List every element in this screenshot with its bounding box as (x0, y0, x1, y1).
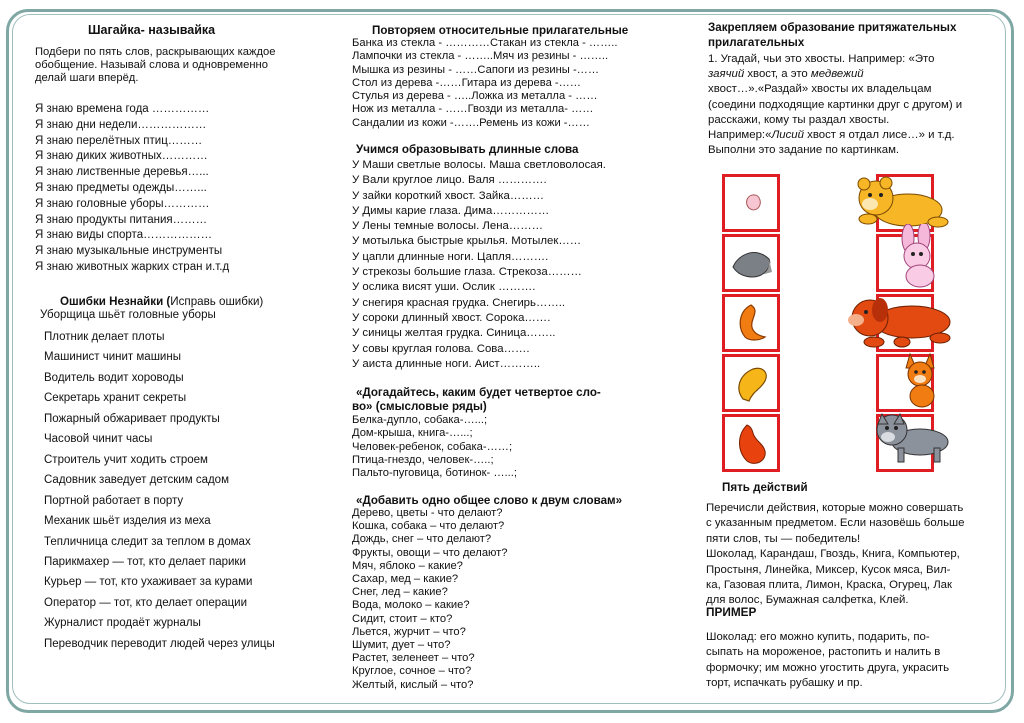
list-item: Водитель водит хороводы (44, 371, 184, 384)
list-item: Нож из металла - ……Гвозди из металла- …… (352, 103, 594, 116)
list-item: Мяч, яблоко – какие? (352, 559, 463, 572)
fourth-list (352, 414, 517, 480)
tail-box-wolf (722, 234, 780, 292)
list-item: Я знаю продукты питания……… (35, 213, 208, 226)
list-item: Курьер — тот, кто ухаживает за курами (44, 576, 253, 589)
wolf-tail-icon (725, 237, 777, 289)
list-item: Я знаю времена года …………… (35, 103, 210, 115)
list-item: Я знаю головные уборы………… (35, 197, 210, 210)
bear-tail-icon (725, 177, 777, 229)
list-item: Сидит, стоит – кто? (352, 612, 453, 625)
text-line: сыпать на мороженое, растопить и налить в (706, 646, 941, 659)
list-item: Белка-дупло, собака-…...; (352, 414, 488, 426)
list-item: Часовой чинит часы (44, 433, 153, 446)
list-item: Кошка, собака – что делают? (352, 520, 505, 533)
possessive-paragraph (708, 52, 962, 158)
list-item: Строитель учит ходить строем (44, 453, 208, 466)
para-italic: Лисий (771, 129, 804, 142)
list-item: Круглое, сочное – что? (352, 665, 472, 678)
list-item: Пожарный обжаривает продукты (44, 412, 220, 425)
five-actions-title: Пять действий (722, 481, 808, 494)
list-item: У ослика висят уши. Ослик ………. (352, 281, 536, 294)
tail-box-bear (722, 174, 780, 232)
list-item: Машинист чинит машины (44, 351, 181, 364)
intro-line: Подбери по пять слов, раскрывающих каждое (35, 46, 276, 58)
list-item: У зайки короткий хвост. Зайка……… (352, 189, 545, 202)
list-item: Журналист продаёт журналы (44, 617, 201, 630)
errors-first: Уборщица шьёт головные уборы (40, 309, 216, 321)
para-line (708, 98, 962, 113)
possessive-title-2: прилагательных (708, 36, 805, 49)
list-item: Секретарь хранит секреты (44, 392, 187, 405)
list-item: У Димы карие глаза. Дима…………… (352, 204, 550, 217)
list-item: У Вали круглое лицо. Валя …………. (352, 174, 547, 187)
para-line (708, 67, 962, 82)
errors-list (44, 327, 275, 654)
shagaika-intro (35, 46, 275, 86)
list-item: Льется, журчит – что? (352, 625, 466, 638)
list-item: Фрукты, овощи – что делают? (352, 546, 508, 559)
tail-box-fox (722, 294, 780, 352)
list-item: Я знаю перелётных птиц……… (35, 134, 203, 147)
list-item: Садовник заведует детским садом (44, 474, 229, 487)
list-item: Я знаю лиственные деревья…... (35, 166, 209, 179)
list-item: Человек-ребенок, собака-……; (352, 440, 513, 453)
para-line (708, 143, 962, 158)
list-item: Птица-гнездо, человек-…..; (352, 453, 494, 466)
common-word-list (352, 507, 508, 692)
para-line (708, 82, 962, 97)
list-item: У стрекозы большие глаза. Стрекоза……… (352, 266, 582, 279)
shagaika-list (35, 102, 229, 276)
text-line: Шоколад, Карандаш, Гвоздь, Книга, Компьютер, (706, 548, 960, 561)
long-words-title: Учимся образовывать длинные слова (356, 143, 579, 156)
common-word-title: «Добавить одно общее слово к двум словам» (356, 494, 623, 507)
list-item: У сороки длинный хвост. Сорока……. (352, 311, 551, 324)
list-item: Банка из стекла - …………Стакан из стекла - …….. (352, 37, 618, 49)
list-item: Оператор — тот, кто делает операции (44, 596, 248, 609)
possessive-title-1: Закрепляем образование притяжательных (708, 21, 957, 34)
errors-title (60, 295, 263, 308)
list-item: Я знаю диких животных………… (35, 150, 208, 163)
list-item: Шумит, дует – что? (352, 639, 451, 652)
list-item: Сандалии из кожи -…….Ремень из кожи -…… (352, 116, 590, 129)
para-text: хвост, а это (744, 68, 811, 81)
list-item: Дом-крыша, книга-…...; (352, 427, 473, 440)
list-item: Портной работает в порту (44, 494, 184, 507)
para-line (708, 113, 962, 128)
para-line (708, 52, 962, 67)
text-line: формочку; им можно угостить друга, украсить (706, 661, 950, 674)
list-item: У цапли длинные ноги. Цапля………. (352, 250, 549, 263)
intro-line: делай шаги вперёд. (35, 72, 139, 85)
adj-title: Повторяем относительные прилагательные (372, 24, 629, 37)
list-item: У синицы желтая грудка. Синица…….. (352, 327, 556, 340)
dog-tail-icon (725, 417, 777, 469)
text-line: Перечисли действия, которые можно совершать (706, 502, 964, 514)
list-item: Растет, зеленеет – что? (352, 652, 475, 665)
list-item: Я знаю животных жарких стран и.т.д (35, 260, 230, 273)
example-text (706, 630, 949, 692)
shagaika-title: Шагайка- называйка (88, 23, 216, 37)
list-item: Стол из дерева -……Гитара из дерева -…… (352, 76, 581, 89)
list-item: Я знаю предметы одежды……... (35, 181, 207, 194)
errors-title-suffix: Исправь ошибки) (170, 295, 264, 308)
para-text: (соедини подходящие картинки друг с другом) и (708, 98, 963, 111)
fourth-title-1: «Догадайтесь, каким будет четвертое сло- (356, 386, 601, 399)
list-item: У Маши светлые волосы. Маша светловолосая. (352, 159, 606, 171)
list-item: Тепличница следит за теплом в домах (44, 535, 251, 548)
list-item: Механик шьёт изделия из меха (44, 515, 211, 528)
para-text: Например:« (708, 129, 772, 142)
list-item: Сахар, мед – какие? (352, 573, 459, 586)
list-item: У снегиря красная грудка. Снегирь…….. (352, 296, 566, 309)
text-line: с указанным предметом. Если назовёшь больше (706, 517, 965, 530)
list-item: Плотник делает плоты (44, 331, 165, 343)
para-text: 1. Угадай, чьи это хвосты. Например: «Это (708, 53, 935, 65)
text-line: торт, испачкать рубашку и пр. (706, 677, 863, 690)
text-line: Простыня, Линейка, Миксер, Кусок мяса, Вил- (706, 563, 951, 576)
wolf-cub-icon (862, 404, 962, 468)
para-italic: медвежий (810, 68, 864, 81)
fox-cub-icon (898, 348, 948, 410)
list-item: У мотылька быстрые крылья. Мотылек…… (352, 235, 582, 248)
adj-list (352, 37, 618, 130)
list-item: Вода, молоко – какие? (352, 599, 470, 612)
list-item: У аиста длинные ноги. Аист……….. (352, 357, 541, 370)
bunny-icon (890, 224, 950, 290)
para-italic: заячий (708, 68, 745, 81)
para-text: Выполни это задание по картинкам. (708, 144, 900, 157)
squirrel-tail-icon (725, 357, 777, 409)
list-item: Стулья из дерева - …..Ложка из металла - …… (352, 90, 598, 103)
list-item: Лампочки из стекла - ……..Мяч из резины - …….. (352, 50, 609, 63)
long-words-list (352, 158, 606, 372)
example-title: ПРИМЕР (706, 605, 757, 619)
list-item: Желтый, кислый – что? (352, 678, 474, 691)
para-text: расскажи, кому ты раздал хвосты. (708, 113, 890, 126)
text-line: ка, Газовая плита, Лимон, Краска, Огурец, Лак (706, 579, 953, 592)
para-text: хвост я отдал лисе…» и т.д. (803, 129, 955, 142)
list-item: У совы круглая голова. Сова……. (352, 342, 530, 355)
text-line: пяти слов, ты — победитель! (706, 532, 861, 545)
list-item: У Лены темные волосы. Лена……… (352, 220, 544, 233)
para-text: хвост…».«Раздай» хвосты их владельцам (708, 83, 932, 96)
tail-box-dog (722, 414, 780, 472)
text-line: Шоколад: его можно купить, подарить, по- (706, 631, 930, 643)
fox-tail-icon (725, 297, 777, 349)
list-item: Я знаю дни недели……………… (35, 118, 207, 131)
para-line (708, 128, 962, 143)
list-item: Дождь, снег – что делают? (352, 533, 492, 546)
list-item: Пальто-пуговица, ботинок- …...; (352, 467, 517, 480)
list-item: Я знаю виды спорта……………… (35, 229, 213, 242)
list-item: Я знаю музыкальные инструменты (35, 245, 223, 258)
five-actions-text (706, 501, 964, 609)
list-item: Дерево, цветы - что делают? (352, 507, 503, 519)
fourth-title-2: во» (смысловые ряды) (352, 400, 487, 413)
errors-title-bold: Ошибки Незнайки ( (60, 295, 171, 308)
puppy-icon (842, 290, 962, 354)
list-item: Мышка из резины - ……Сапоги из резины -…… (352, 63, 600, 76)
list-item: Снег, лед – какие? (352, 586, 448, 599)
list-item: Парикмахер — тот, кто делает парики (44, 555, 246, 568)
list-item: Переводчик переводит людей через улицы (44, 637, 275, 650)
intro-line: обобщение. Называй слова и одновременно (35, 59, 268, 72)
tail-box-squirrel (722, 354, 780, 412)
text-line: для волос, Бумажная салфетка, Клей. (706, 594, 909, 607)
